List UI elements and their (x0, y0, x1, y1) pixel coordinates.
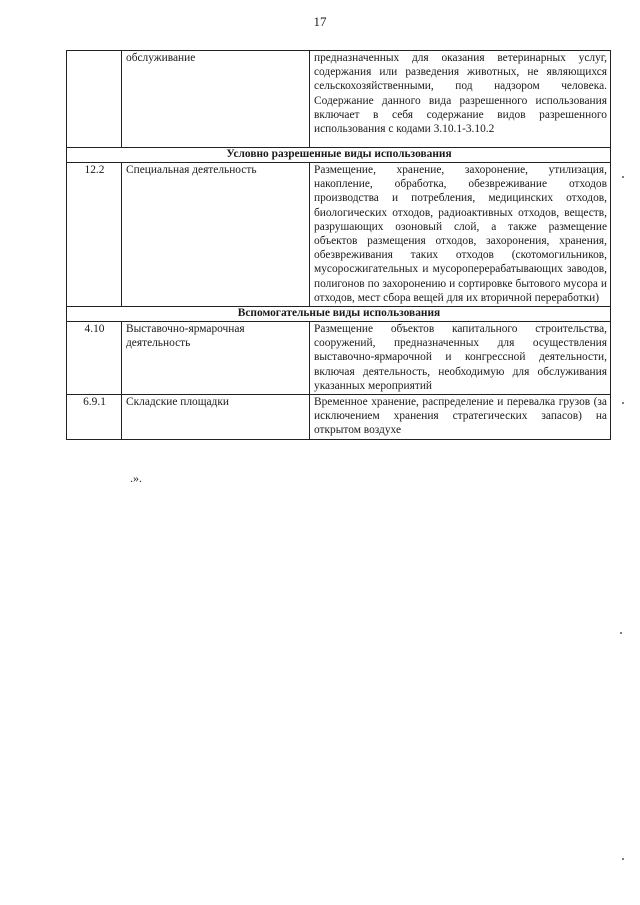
section-title: Условно разрешенные виды использования (67, 148, 611, 163)
scan-speck (620, 632, 622, 634)
use-description: Размещение, хранение, захоронение, утилизация, накопление, обработка, обезвреживание отходов производства и потребления, медицинских отходов, биологических отходов, радиоактивных отходов, веществ, разрушающих озоновый слой, а также размещение объектов размещения отходов, захоронения, хранения, обезвреживания таких отходов (скотомогильников, мусоросжигательных и мусороперерабатывающих заводов, полигонов по захоронению и сортировке бытового мусора и отходов, мест сбора вещей для их вторичной переработки) (310, 163, 611, 307)
use-description: предназначенных для оказания ветеринарных услуг, содержания или разведения животных, не являющихся сельскохозяйственными, под надзором человека. Содержание данного вида разрешенного использования включает в себя содержание видов разрешенного использования с кодами 3.10.1-3.10.2 (310, 51, 611, 148)
use-name: Выставочно-ярмарочная деятельность (122, 322, 310, 395)
section-header-row (67, 307, 611, 322)
use-code: 4.10 (67, 322, 122, 395)
use-name: Складские площадки (122, 395, 310, 440)
use-name: обслуживание (122, 51, 310, 148)
scan-speck (622, 176, 624, 178)
scan-speck (622, 402, 624, 404)
section-title: Вспомогательные виды использования (67, 307, 611, 322)
use-code: 12.2 (67, 163, 122, 307)
use-description: Временное хранение, распределение и перевалка грузов (за исключением хранения стратегических запасов) на открытом воздухе (310, 395, 611, 440)
page-number: 17 (313, 14, 327, 29)
closing-quote-mark: .». (130, 471, 142, 485)
table-row (67, 322, 611, 395)
use-code (67, 51, 122, 148)
section-header-row (67, 148, 611, 163)
scan-speck (622, 858, 624, 860)
land-use-table (66, 50, 611, 440)
use-description: Размещение объектов капитального строительства, сооружений, предназначенных для осуществления выставочно-ярмарочной и конгрессной деятельности, включая деятельность, необходимую для обслуживания указанных мероприятий (310, 322, 611, 395)
table-row (67, 395, 611, 440)
table-row (67, 163, 611, 307)
use-name: Специальная деятельность (122, 163, 310, 307)
use-code: 6.9.1 (67, 395, 122, 440)
table-row (67, 51, 611, 148)
